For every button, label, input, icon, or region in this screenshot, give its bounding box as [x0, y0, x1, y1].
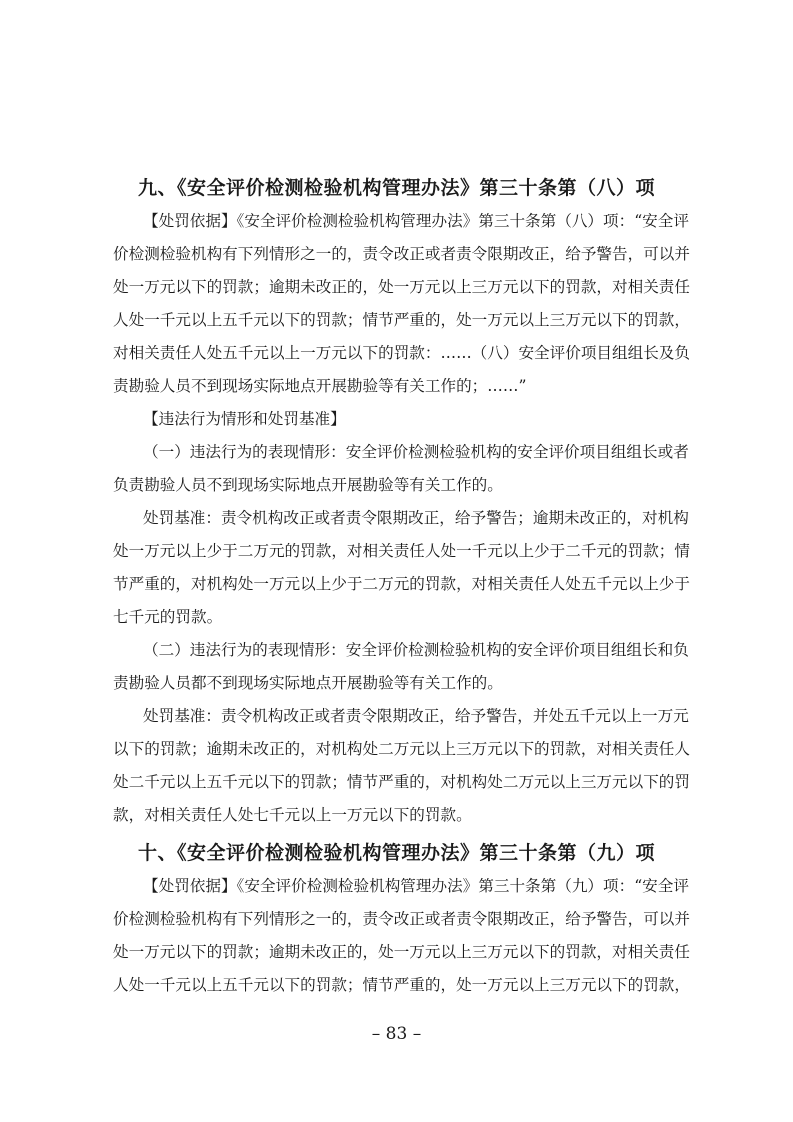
- section-10-basis-line: 价检测检验机构有下列情形之一的，责令改正或者责令限期改正，给予警告，可以并: [113, 910, 690, 928]
- section-10-basis-line: 处一万元以下的罚款；逾期未改正的，处一万元以上三万元以下的罚款，对相关责任: [113, 943, 690, 961]
- case-2-line: 责勘验人员都不到现场实际地点开展勘验等有关工作的。: [113, 674, 503, 692]
- case-1-line: （一）违法行为的表现情形：安全评价检测检验机构的安全评价项目组组长或者: [143, 443, 689, 461]
- section-10-basis-line: 人处一千元以上五千元以下的罚款；情节严重的，处一万元以上三万元以下的罚款，: [113, 976, 690, 994]
- penalty-1-line: 节严重的，对机构处一万元以上少于二万元的罚款，对相关责任人处五千元以上少于: [113, 575, 690, 593]
- penalty-2-line: 款，对相关责任人处七千元以上一万元以下的罚款。: [113, 806, 472, 824]
- penalty-1-line: 处一万元以上少于二万元的罚款，对相关责任人处一千元以上少于二千元的罚款；情: [113, 542, 690, 560]
- section-9-basis-line: 对相关责任人处五千元以上一万元以下的罚款：……（八）安全评价项目组组长及负: [113, 344, 690, 362]
- penalty-2-line: 处罚基准：责令机构改正或者责令限期改正，给予警告，并处五千元以上一万元: [143, 707, 689, 725]
- section-9-basis-line: 责勘验人员不到现场实际地点开展勘验等有关工作的；……”: [113, 377, 527, 395]
- penalty-1-line: 七千元的罚款。: [113, 608, 223, 626]
- section-9-basis-line: 【处罚依据】《安全评价检测检验机构管理办法》第三十条第（八）项：“安全评: [143, 212, 689, 230]
- section-9-basis-line: 处一万元以下的罚款；逾期未改正的，处一万元以上三万元以下的罚款，对相关责任: [113, 278, 690, 296]
- section-10-title: 十、《安全评价检测检验机构管理办法》第三十条第（九）项: [137, 842, 655, 864]
- penalty-2-line: 处二千元以上五千元以下的罚款；情节严重的，对机构处二万元以上三万元以下的罚: [113, 773, 690, 791]
- section-9-basis-line: 价检测检验机构有下列情形之一的，责令改正或者责令限期改正，给予警告，可以并: [113, 245, 690, 263]
- page-number: – 83 –: [371, 1024, 422, 1044]
- case-1-line: 负责勘验人员不到现场实际地点开展勘验等有关工作的。: [113, 476, 503, 494]
- case-2-line: （二）违法行为的表现情形：安全评价检测检验机构的安全评价项目组组长和负: [143, 641, 689, 659]
- standard-heading: 【违法行为情形和处罚基准】: [143, 410, 346, 428]
- section-9-basis-line: 人处一千元以上五千元以下的罚款；情节严重的，处一万元以上三万元以下的罚款，: [113, 311, 690, 329]
- section-9-title: 九、《安全评价检测检验机构管理办法》第三十条第（八）项: [137, 177, 655, 199]
- penalty-1-line: 处罚基准：责令机构改正或者责令限期改正，给予警告；逾期未改正的，对机构: [143, 509, 689, 527]
- section-10-basis-line: 【处罚依据】《安全评价检测检验机构管理办法》第三十条第（九）项：“安全评: [143, 877, 689, 895]
- penalty-2-line: 以下的罚款；逾期未改正的，对机构处二万元以上三万元以下的罚款，对相关责任人: [113, 740, 690, 758]
